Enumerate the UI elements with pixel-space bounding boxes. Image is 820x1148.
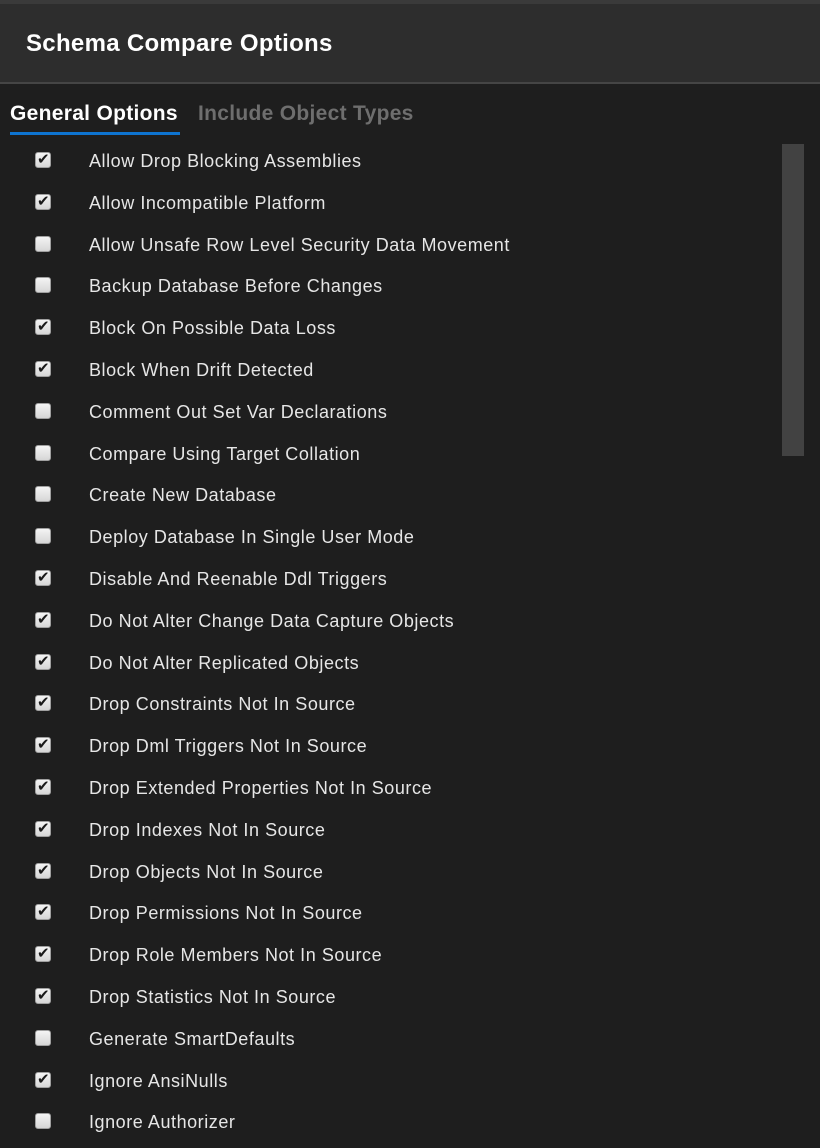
check-icon: ✔	[37, 986, 50, 1004]
option-checkbox[interactable]	[35, 904, 51, 920]
option-checkbox[interactable]	[35, 863, 51, 879]
option-row[interactable]	[0, 194, 780, 228]
check-icon: ✔	[37, 652, 50, 670]
option-label: Comment Out Set Var Declarations	[89, 402, 388, 422]
check-icon: ✔	[37, 861, 50, 879]
option-checkbox[interactable]	[35, 779, 51, 795]
tab-general-options[interactable]: General Options	[10, 102, 178, 125]
option-checkbox[interactable]	[35, 1030, 51, 1046]
active-tab-indicator	[10, 132, 180, 135]
option-label: Allow Unsafe Row Level Security Data Movement	[89, 235, 510, 255]
option-checkbox[interactable]	[35, 821, 51, 837]
option-checkbox[interactable]	[35, 1113, 51, 1129]
option-label: Drop Extended Properties Not In Source	[89, 778, 433, 798]
option-checkbox[interactable]	[35, 612, 51, 628]
option-label: Allow Drop Blocking Assemblies	[89, 151, 362, 171]
panel-header	[0, 0, 820, 84]
option-checkbox[interactable]	[35, 403, 51, 419]
option-row[interactable]	[0, 570, 780, 604]
option-row[interactable]	[0, 1072, 780, 1106]
option-row[interactable]	[0, 486, 780, 520]
option-label: Create New Database	[89, 485, 277, 505]
option-checkbox[interactable]	[35, 277, 51, 293]
option-checkbox[interactable]	[35, 194, 51, 210]
check-icon: ✔	[37, 150, 50, 168]
option-label: Allow Incompatible Platform	[89, 193, 326, 213]
option-row[interactable]	[0, 361, 780, 395]
option-row[interactable]	[0, 152, 780, 186]
option-row[interactable]	[0, 236, 780, 270]
option-label: Generate SmartDefaults	[89, 1029, 296, 1049]
option-checkbox[interactable]	[35, 528, 51, 544]
check-icon: ✔	[37, 777, 50, 795]
check-icon: ✔	[37, 359, 50, 377]
option-label: Drop Statistics Not In Source	[89, 987, 337, 1007]
option-row[interactable]	[0, 277, 780, 311]
option-row[interactable]	[0, 319, 780, 353]
option-checkbox[interactable]	[35, 737, 51, 753]
option-row[interactable]	[0, 904, 780, 938]
option-label: Deploy Database In Single User Mode	[89, 527, 415, 547]
option-row[interactable]	[0, 737, 780, 771]
option-label: Do Not Alter Replicated Objects	[89, 653, 360, 673]
tab-include-object-types[interactable]: Include Object Types	[198, 102, 414, 125]
option-label: Ignore AnsiNulls	[89, 1071, 228, 1091]
option-row[interactable]	[0, 445, 780, 479]
option-label: Ignore Authorizer	[89, 1112, 236, 1132]
option-checkbox[interactable]	[35, 445, 51, 461]
option-checkbox[interactable]	[35, 570, 51, 586]
option-row[interactable]	[0, 612, 780, 646]
option-label: Drop Dml Triggers Not In Source	[89, 736, 368, 756]
check-icon: ✔	[37, 317, 50, 335]
option-label: Disable And Reenable Ddl Triggers	[89, 569, 388, 589]
check-icon: ✔	[37, 192, 50, 210]
option-row[interactable]	[0, 821, 780, 855]
option-row[interactable]	[0, 403, 780, 437]
option-row[interactable]	[0, 654, 780, 688]
option-label: Backup Database Before Changes	[89, 276, 383, 296]
option-checkbox[interactable]	[35, 486, 51, 502]
option-row[interactable]	[0, 1030, 780, 1064]
option-label: Drop Constraints Not In Source	[89, 694, 356, 714]
option-row[interactable]	[0, 779, 780, 813]
check-icon: ✔	[37, 902, 50, 920]
option-row[interactable]	[0, 946, 780, 980]
option-checkbox[interactable]	[35, 236, 51, 252]
check-icon: ✔	[37, 568, 50, 586]
check-icon: ✔	[37, 1070, 50, 1088]
options-tabs	[0, 96, 820, 140]
option-label: Do Not Alter Change Data Capture Objects	[89, 611, 455, 631]
option-row[interactable]	[0, 528, 780, 562]
option-row[interactable]	[0, 863, 780, 897]
option-row[interactable]	[0, 988, 780, 1022]
option-checkbox[interactable]	[35, 361, 51, 377]
option-label: Block On Possible Data Loss	[89, 318, 336, 338]
check-icon: ✔	[37, 819, 50, 837]
option-checkbox[interactable]	[35, 988, 51, 1004]
check-icon: ✔	[37, 693, 50, 711]
option-label: Drop Indexes Not In Source	[89, 820, 326, 840]
check-icon: ✔	[37, 735, 50, 753]
option-label: Drop Permissions Not In Source	[89, 903, 363, 923]
option-checkbox[interactable]	[35, 152, 51, 168]
option-label: Block When Drift Detected	[89, 360, 314, 380]
panel-title: Schema Compare Options	[26, 30, 333, 57]
option-checkbox[interactable]	[35, 695, 51, 711]
option-checkbox[interactable]	[35, 654, 51, 670]
scrollbar-thumb[interactable]	[782, 144, 804, 456]
option-row[interactable]	[0, 695, 780, 729]
option-label: Drop Role Members Not In Source	[89, 945, 383, 965]
option-checkbox[interactable]	[35, 1072, 51, 1088]
check-icon: ✔	[37, 610, 50, 628]
option-checkbox[interactable]	[35, 946, 51, 962]
option-label: Compare Using Target Collation	[89, 444, 361, 464]
check-icon: ✔	[37, 944, 50, 962]
option-label: Drop Objects Not In Source	[89, 862, 324, 882]
option-row[interactable]	[0, 1113, 780, 1147]
option-checkbox[interactable]	[35, 319, 51, 335]
